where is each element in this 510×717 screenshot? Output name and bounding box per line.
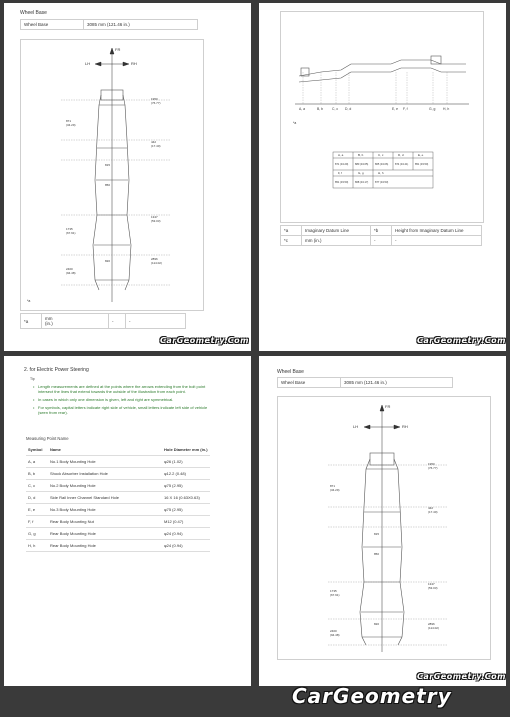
- point-label-a: A, a: [299, 107, 306, 111]
- rh-label: RH: [402, 424, 408, 429]
- table-header-row: [26, 444, 210, 456]
- ht-value-b: 880 (34.65): [355, 163, 369, 166]
- table-row: [26, 504, 210, 516]
- svg-text:(94.48): (94.48): [330, 633, 340, 637]
- legend-text-c: mm (in.): [302, 236, 371, 246]
- svg-text:2896: 2896: [151, 257, 158, 261]
- tip-item: • For symbols, capital letters indicate right side of vehicle, small letters indicate left side of vehicle (seen from rear).: [38, 405, 218, 415]
- lh-label: LH: [85, 61, 91, 66]
- unit-mm: mm: [45, 316, 53, 321]
- table-title: Measuring Point Name: [26, 436, 69, 441]
- svg-text:442: 442: [428, 506, 434, 510]
- ht-label-c: C, c: [378, 153, 384, 157]
- svg-text:(34.29): (34.29): [330, 488, 340, 492]
- cell-name: No.3 Body Mounting Hole: [48, 504, 162, 516]
- svg-text:(76.77): (76.77): [428, 466, 438, 470]
- col-symbol: Symbol: [26, 444, 48, 456]
- lh-label: LH: [353, 424, 359, 429]
- svg-text:(53.03): (53.03): [151, 219, 161, 223]
- unit-legend-table: *a mm (in.) - -: [20, 313, 186, 329]
- legend-key-a: *a: [281, 226, 302, 236]
- ht-label-d: D, d: [398, 153, 404, 157]
- page-wheelbase-top-view: [4, 3, 251, 351]
- svg-text:(34.29): (34.29): [66, 123, 76, 127]
- svg-text:2896: 2896: [428, 622, 435, 626]
- col-hole: Hole Diameter mm (in.): [162, 444, 210, 456]
- svg-text:(94.48): (94.48): [66, 271, 76, 275]
- cell-name: No.1 Body Mounting Hole: [48, 456, 162, 468]
- cell-symbol: F, f: [26, 516, 48, 528]
- cell-hole: φ26 (1.02): [162, 456, 210, 468]
- cell-symbol: C, c: [26, 480, 48, 492]
- legend-table: *a Imaginary Datum Line *b Height from Imaginary Datum Line *c mm (in.) - -: [280, 225, 482, 246]
- svg-text:(67.91): (67.91): [330, 593, 340, 597]
- svg-text:850: 850: [105, 183, 111, 187]
- ht-label-g: G, g: [358, 171, 364, 175]
- tip-item: • Length measurements are defined at the points where the arrows extending from the bolt point intersect the lines that extend towards the outside of the illustration from each point.: [38, 384, 218, 394]
- cell-symbol: E, e: [26, 504, 48, 516]
- ht-value-d: 874 (34.41): [395, 163, 409, 166]
- table-row: [26, 456, 210, 468]
- section-title: 2. for Electric Power Steering: [24, 367, 89, 373]
- svg-text:(17.40): (17.40): [428, 510, 438, 514]
- svg-text:(53.03): (53.03): [428, 586, 438, 590]
- tip-list: [30, 384, 218, 418]
- cell-name: Rear Body Mounting Hole: [48, 528, 162, 540]
- frame-top-view-diagram: [277, 396, 491, 660]
- rh-label: RH: [131, 61, 137, 66]
- cell-hole: M12 (0.47): [162, 516, 210, 528]
- ht-value-h: 877 (34.53): [375, 181, 389, 184]
- point-label-b: B, b: [317, 107, 324, 111]
- legend-text-b: Height from Imaginary Datum Line: [392, 226, 482, 236]
- ht-label-b: B, b: [358, 153, 364, 157]
- svg-text:871: 871: [330, 484, 336, 488]
- point-label-g: G, g: [429, 107, 436, 111]
- wheelbase-label: Wheel Base: [278, 378, 341, 388]
- cell-symbol: H, h: [26, 540, 48, 552]
- cell-hole: φ24 (0.94): [162, 540, 210, 552]
- ht-value-a: 871 (34.29): [335, 163, 349, 166]
- table-row: [26, 516, 210, 528]
- wheelbase-value: 3085 mm (121.46 in.): [341, 378, 453, 388]
- ht-value-f: 851 (33.50): [335, 181, 349, 184]
- ht-label-f: F, f: [338, 171, 343, 175]
- fr-label: FR: [115, 47, 121, 52]
- frame-side-view-svg: [281, 12, 483, 222]
- point-label-c: C, c: [332, 107, 339, 111]
- table-row: [26, 492, 210, 504]
- point-label-h: H, h: [443, 107, 450, 111]
- frame-top-view-diagram: [20, 39, 204, 311]
- cell-name: Shock Absorber Installation Hole: [48, 468, 162, 480]
- point-label-d: D, d: [345, 107, 352, 111]
- svg-text:1950: 1950: [151, 97, 158, 101]
- tip-item: • In cases in which only one dimension is given, left and right are symmetrical.: [38, 397, 218, 402]
- unit-key: *a: [21, 314, 42, 329]
- datum-code: *a: [293, 121, 297, 125]
- svg-text:820: 820: [105, 259, 111, 263]
- cell-name: No.2 Body Mounting Hole: [48, 480, 162, 492]
- frame-side-view-diagram: [280, 11, 484, 223]
- frame-top-view-svg: [21, 40, 203, 310]
- legend-key-c: *c: [281, 236, 302, 246]
- svg-text:2400: 2400: [66, 267, 73, 271]
- cell-hole: φ75 (2.95): [162, 504, 210, 516]
- svg-text:1735: 1735: [66, 227, 73, 231]
- watermark-small: CarGeometry.Com: [160, 336, 249, 345]
- svg-text:442: 442: [151, 140, 157, 144]
- ht-value-c: 865 (34.06): [375, 163, 389, 166]
- svg-text:2400: 2400: [330, 629, 337, 633]
- tip-label: Tip: [30, 377, 35, 381]
- svg-text:(17.40): (17.40): [151, 144, 161, 148]
- page-wheelbase-top-view-2: [259, 356, 506, 686]
- table-row: [26, 468, 210, 480]
- wheelbase-table: [20, 19, 198, 30]
- cell-hole: φ75 (2.95): [162, 480, 210, 492]
- table-row: [26, 480, 210, 492]
- cell-name: Rear Body Mounting Nut: [48, 516, 162, 528]
- ht-value-e: 851 (33.50): [415, 163, 429, 166]
- svg-text:(114.02): (114.02): [151, 261, 162, 265]
- cell-name: Side Rail Inner Channel Standard Hole: [48, 492, 162, 504]
- page-measuring-points: [4, 356, 251, 686]
- ht-label-h: H, h: [378, 171, 384, 175]
- svg-text:(76.77): (76.77): [151, 101, 161, 105]
- svg-text:815: 815: [105, 163, 111, 167]
- svg-text:815: 815: [374, 532, 380, 536]
- svg-text:871: 871: [66, 119, 72, 123]
- wheelbase-table: [277, 377, 453, 388]
- cell-symbol: B, b: [26, 468, 48, 480]
- table-row: [26, 528, 210, 540]
- wheelbase-label: Wheel Base: [21, 20, 84, 30]
- cell-hole: 16 X 16 (0.63X0.63): [162, 492, 210, 504]
- svg-text:(67.91): (67.91): [66, 231, 76, 235]
- point-label-f: F, f: [403, 107, 408, 111]
- svg-text:(114.02): (114.02): [428, 626, 439, 630]
- cell-name: Rear Body Mounting Hole: [48, 540, 162, 552]
- svg-text:1735: 1735: [330, 589, 337, 593]
- page-heading: Wheel Base: [20, 10, 47, 16]
- legend-key-b: *b: [371, 226, 392, 236]
- point-label-e: E, e: [392, 107, 399, 111]
- svg-text:1950: 1950: [428, 462, 435, 466]
- watermark-small: CarGeometry.Com: [417, 336, 506, 345]
- svg-text:820: 820: [374, 622, 380, 626]
- page-height-side-view: [259, 3, 506, 351]
- svg-text:850: 850: [374, 552, 380, 556]
- ht-label-e: E, e: [418, 153, 424, 157]
- unit-in: (in.): [45, 321, 53, 326]
- col-name: Name: [48, 444, 162, 456]
- cell-symbol: A, a: [26, 456, 48, 468]
- cell-symbol: G, g: [26, 528, 48, 540]
- cell-hole: φ12.2 (0.48): [162, 468, 210, 480]
- ht-label-a: A, a: [338, 153, 344, 157]
- frame-top-view-svg: [278, 397, 490, 659]
- wheelbase-value: 3085 mm (121.46 in.): [84, 20, 198, 30]
- ht-value-g: 868 (34.17): [355, 181, 369, 184]
- cell-hole: φ24 (0.94): [162, 528, 210, 540]
- watermark-big: CarGeometry: [292, 684, 452, 708]
- page-heading: Wheel Base: [277, 369, 304, 375]
- watermark-small: CarGeometry.Com: [417, 672, 506, 681]
- legend-text-a: Imaginary Datum Line: [302, 226, 371, 236]
- measuring-point-table: [26, 444, 210, 552]
- diagram-code: *a: [27, 299, 31, 303]
- table-row: [26, 540, 210, 552]
- svg-text:1347: 1347: [428, 582, 435, 586]
- cell-symbol: D, d: [26, 492, 48, 504]
- svg-text:1347: 1347: [151, 215, 158, 219]
- fr-label: FR: [385, 404, 391, 409]
